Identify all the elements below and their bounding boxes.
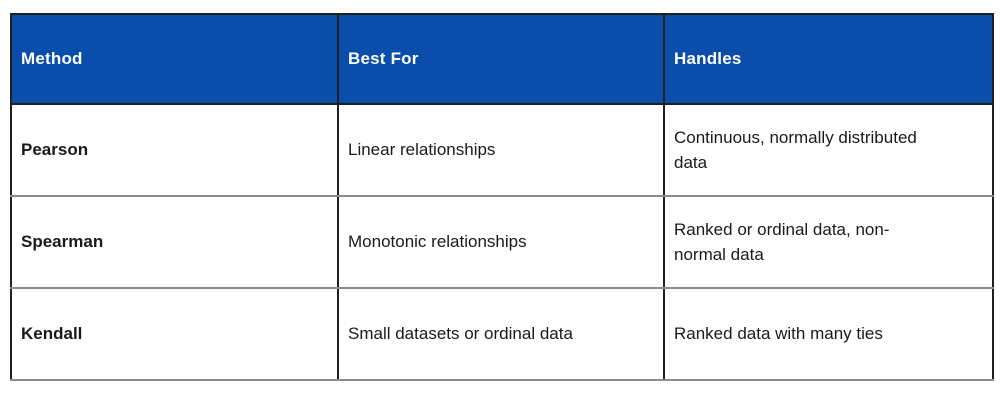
best-for-text: Small datasets or ordinal data (348, 324, 573, 344)
method-label: Spearman (21, 232, 104, 252)
handles-cell (664, 288, 993, 380)
method-cell (11, 196, 338, 288)
correlation-methods-table (10, 13, 994, 381)
method-cell (11, 104, 338, 196)
table-row-spearman (11, 196, 993, 288)
best-for-cell (338, 196, 664, 288)
header-row (11, 14, 993, 104)
handles-cell (664, 104, 993, 196)
best-for-cell (338, 104, 664, 196)
best-for-text: Linear relationships (348, 140, 496, 160)
method-label: Pearson (21, 140, 89, 160)
column-header-handles: Handles (664, 14, 993, 104)
table-row-kendall (11, 288, 993, 380)
best-for-cell (338, 288, 664, 380)
handles-text: Continuous, normally distributed data (674, 127, 917, 172)
table-row-pearson (11, 104, 993, 196)
column-header-best-for: Best For (338, 14, 664, 104)
method-cell (11, 288, 338, 380)
column-header-method: Method (11, 14, 338, 104)
handles-text: Ranked or ordinal data, non-normal data (674, 219, 890, 264)
method-label: Kendall (21, 324, 83, 344)
best-for-text: Monotonic relationships (348, 232, 527, 252)
handles-cell (664, 196, 993, 288)
handles-text: Ranked data with many ties (674, 324, 883, 344)
